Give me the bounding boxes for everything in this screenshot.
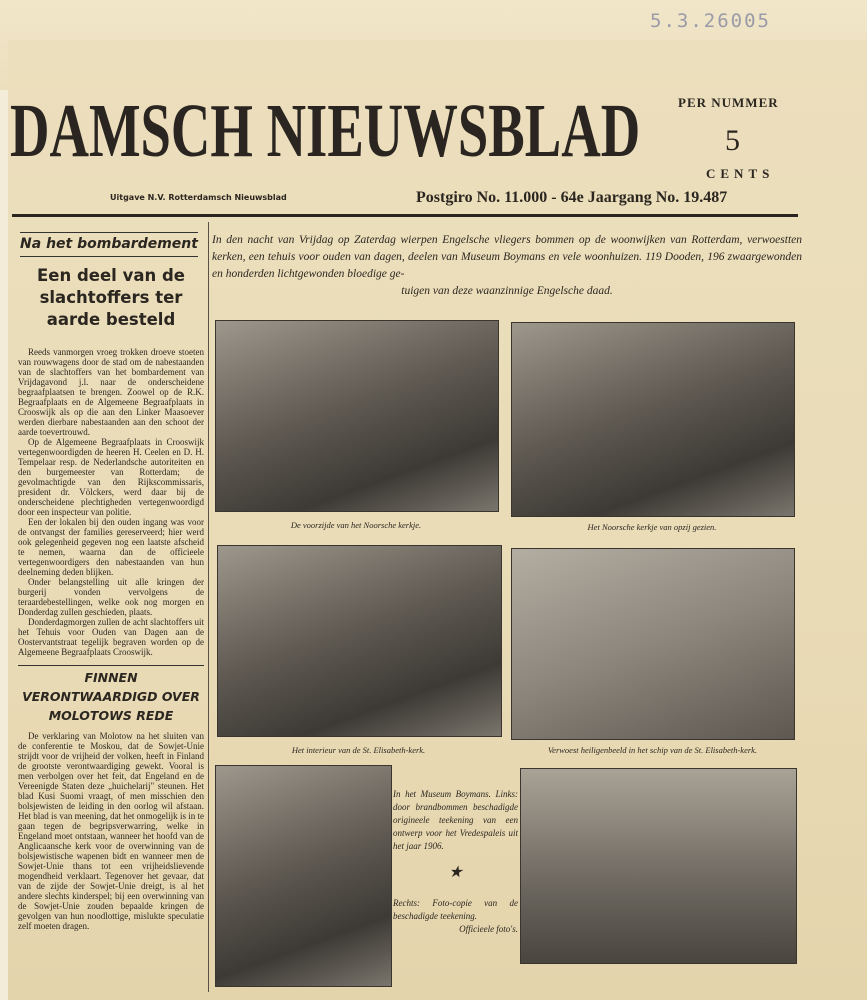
caption-left: In het Museum Boymans. Links: door brandbommen beschadigde origineele teekening van een ontwerp voor het Vredespaleis uit het jaar 1906.	[393, 789, 518, 851]
photo-credit: Officieele foto's.	[459, 924, 518, 934]
paragraph: De verklaring van Molotow na het sluiten van de conferentie te Moskou, dat de Sowjet-Unie strijdt voor de vrijheid der volken, heeft in Finland de grootste verontwaardiging gewekt. Vooral is men verbolgen over het feit, dat Engeland en de Vereenigde Staten deze „huichelarij" steunen. Het blad Kusi Suomi vraagt, of men misschien den bolsjewisten de leiding in den oorlog wil afstaan. Het blad is van meening, dat het onmogelijk is in te gaan tegen de begripsverwarring, welke in Engeland moet ontstaan, wanneer het hoofd van de Anglicaansche kerk voor de overwinning van de bolsjewistische wapenen bidt en wanneer men de Sowjet-Unie thans tot een vrijheidslievende mogendheid verklaart. Tegenover het gevaar, dat van de zijde der Sowjet-Unie dreigt, is al het andere slechts kinderspel; bij een overwinning van de Sowjet-Unie zouden bepaalde kringen de gevolgen van hun noodlottige, mislukte speculatie zelf moeten dragen.	[18, 731, 204, 931]
masthead-title: DAMSCH NIEUWSBLAD	[10, 89, 641, 173]
photo-drawing-copy	[520, 768, 797, 964]
photo-noorsche-kerkje-side	[511, 322, 795, 517]
caption: De voorzijde van het Noorsche kerkje.	[290, 520, 422, 530]
handwritten-date: 5.3.26005	[650, 10, 771, 32]
paragraph: Onder belangstelling uit alle kringen der burgerij vonden vervolgens de teraardebestellingen, welke ook nog morgen en Donderdag zullen geschieden, plaats.	[18, 577, 204, 617]
caption: Het Noorsche kerkje van opzij gezien.	[587, 522, 717, 532]
caption: Het interieur van de St. Elisabeth-kerk.	[291, 745, 426, 755]
per-nummer-label: PER NUMMER	[678, 95, 779, 110]
price: 5	[725, 124, 740, 157]
postgiro-line: Postgiro No. 11.000 - 64e Jaargang No. 19.487	[416, 189, 728, 206]
article2-headline: FINNEN VERONTWAARDIGD OVER MOLOTOWS REDE	[18, 665, 204, 725]
photo-elisabeth-interior	[217, 545, 502, 737]
star-icon: ★	[448, 864, 463, 881]
masthead-rule	[12, 214, 798, 217]
caption-right: Rechts: Foto-copie van de beschadigde teekening.	[393, 898, 518, 921]
article1-headline: Een deel van de slachtoffers ter aarde besteld	[37, 266, 185, 329]
publisher: Uitgave N.V. Rotterdamsch Nieuwsblad	[110, 193, 287, 202]
cents-label: CENTS	[706, 166, 775, 181]
paragraph: Reeds vanmorgen vroeg trokken droeve stoeten van rouwwagens door de stad om de nabestaanden van de slachtoffers van het bombardement van Vrijdagavond j.l. naar de onderscheidene begraafplaatsen te brengen. Zoowel op de R.K. Begraafplaats en de Algemeene Begraafplaats in Crooswijk als op die aan den Linker Maasoever werden dierbare nabestaanden aan den schoot der aarde toevertrouwd.	[18, 347, 204, 437]
left-column	[18, 232, 204, 931]
photo-heiligenbeeld	[511, 548, 795, 740]
photo-noorsche-kerkje-front	[215, 320, 499, 512]
article2-body	[18, 731, 204, 931]
lead-text	[212, 232, 802, 300]
photo-damaged-drawing	[215, 765, 392, 987]
museum-caption	[393, 788, 518, 936]
column-rule	[208, 222, 209, 992]
paragraph: Donderdagmorgen zullen de acht slachtoffers uit het Tehuis voor Ouden van Dagen aan de Oostervantstraat tegelijk begraven worden op de Algemeene Begraafplaats Crooswijk.	[18, 617, 204, 657]
article1-body	[18, 347, 204, 657]
caption: Verwoest heiligenbeeld in het schip van de St. Elisabeth-kerk.	[547, 745, 758, 755]
article1-kicker: Na het bombardement	[20, 232, 198, 257]
lead-main: In den nacht van Vrijdag op Zaterdag wierpen Engelsche vliegers bommen op de woonwijken van Rotterdam, verwoestten kerken, een tehuis voor ouden van dagen, deelen van Museum Boymans en vele woonhuizen. 119 Dooden, 196 zwaargewonden en honderden lichtgewonden bloedige ge-	[212, 234, 802, 280]
paragraph: Op de Algemeene Begraafplaats in Crooswijk vertegenwoordigden de heeren H. Ceelen en D. H. Tempelaar resp. de Nederlandsche autoriteiten en den burgemeester van Rotterdam; de gevolmachtigde van den Rijkscommissaris, president dr. Völckers, werd daar bij de onderscheidene plechtigheden vertegenwoordigd door een inspecteur van politie.	[18, 437, 204, 517]
paragraph: Een der lokalen bij den ouden ingang was voor de ontvangst der families gereserveerd; hier werd ook gelegenheid gegeven nog een laatste afscheid te nemen, waarna dan de officieele vertegenwoordigers den nabestaanden van hun deelneming deden blijken.	[18, 517, 204, 577]
lead-last-line: tuigen van deze waanzinnige Engelsche daad.	[401, 285, 613, 297]
